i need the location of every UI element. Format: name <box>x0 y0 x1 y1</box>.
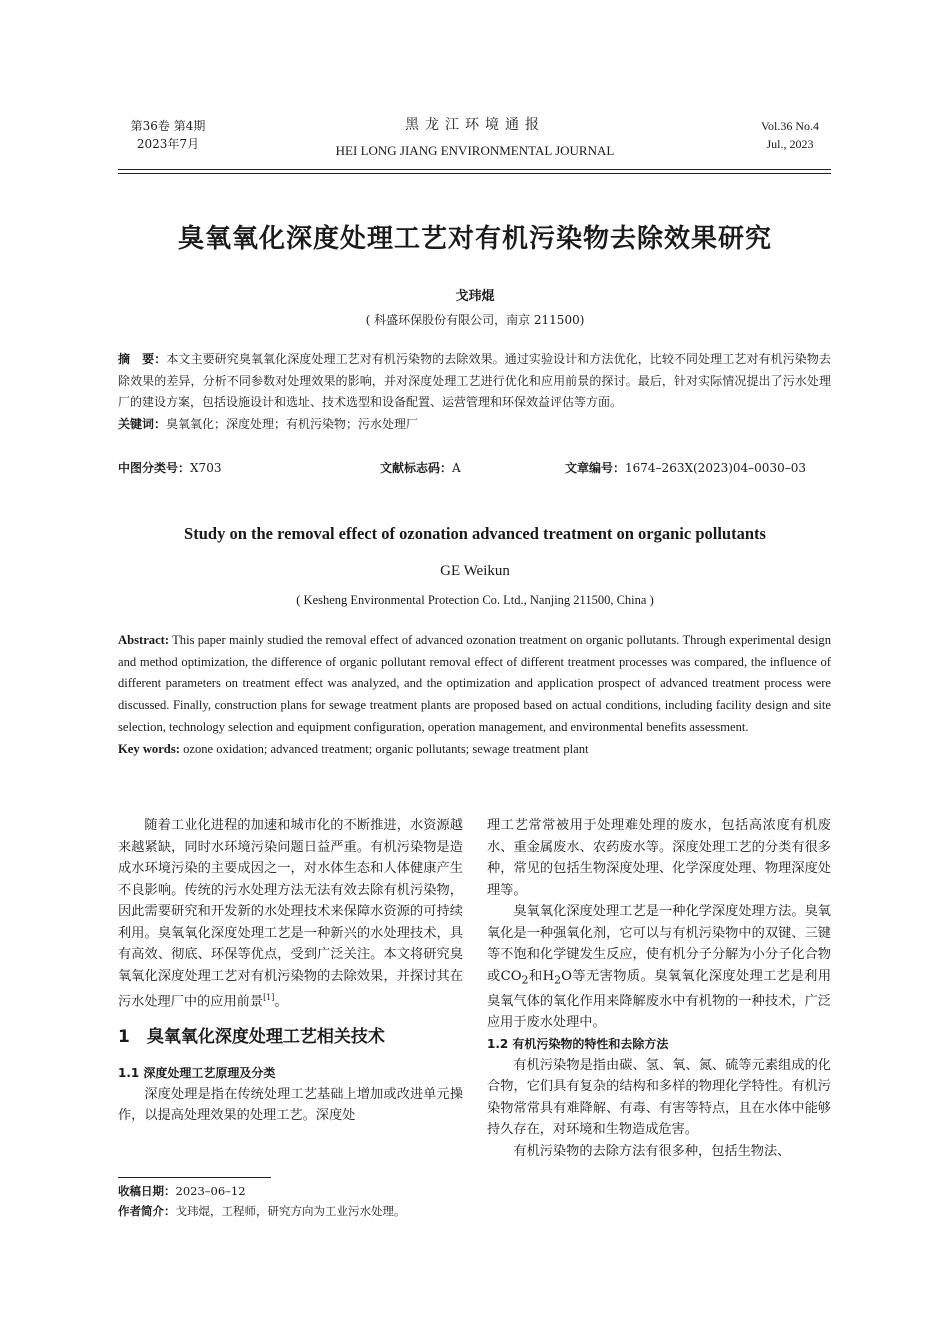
abstract-en <box>118 630 831 739</box>
article-value: 1674–263X(2023)04–0030–03 <box>625 461 806 475</box>
section-1-2-heading: 1.2 有机污染物的特性和去除方法 <box>487 1036 669 1051</box>
header-rule-thick <box>118 169 831 170</box>
affiliation-en: ( Kesheng Environmental Protection Co. Ltd., Nanjing 211500, China ) <box>296 593 654 607</box>
document-code <box>380 458 461 478</box>
h2o-subscript: 2 <box>554 973 562 987</box>
abstract-cn-block <box>118 349 831 435</box>
article-label: 文章编号： <box>565 461 626 475</box>
journal-name-cn: 黑龙江环境通报 <box>405 117 545 133</box>
keywords-cn-label: 关键词： <box>118 416 167 431</box>
paper-title-en: Study on the removal effect of ozonation advanced treatment on organic pollutants <box>184 524 766 543</box>
right-paragraph-1: 理工艺常常被用于处理难处理的废水，包括高浓度有机废水、重金属废水、农药废水等。深度处理工艺的分类有很多种，常见的包括生物深度处理、化学深度处理、物理深度处理等。 <box>487 818 831 898</box>
co2-subscript: 2 <box>521 973 529 987</box>
section-1-heading: 1 臭氧氧化深度处理工艺相关技术 <box>118 1026 385 1047</box>
paper-title-cn: 臭氧氧化深度处理工艺对有机污染物去除效果研究 <box>177 224 772 254</box>
footnote-rule <box>118 1177 271 1178</box>
author-bio-label: 作者简介： <box>118 1204 176 1218</box>
author-cn: 戈玮焜 <box>455 289 495 304</box>
right-paragraph-2 <box>487 901 831 1034</box>
abstract-cn-label: 摘 要： <box>118 352 167 366</box>
body-right-column <box>487 815 831 1162</box>
keywords-en-text: ozone oxidation; advanced treatment; organic pollutants; sewage treatment plant <box>179 741 589 756</box>
affiliation-cn: ( 科盛环保股份有限公司，南京 211500) <box>365 313 585 327</box>
article-number <box>565 458 806 478</box>
keywords-en-label: Key words: <box>118 741 180 756</box>
p2-text-b: 和H <box>528 968 555 984</box>
clc-label: 中图分类号： <box>118 461 191 475</box>
doc-value: A <box>452 461 461 475</box>
volume-issue-en: Vol.36 No.4 <box>760 119 820 133</box>
right-paragraph-3: 有机污染物是指由碳、氢、氧、氮、硫等元素组成的化合物，它们具有复杂的结构和多样的物理化学特性。有机污染物常常具有难降解、有毒、有害等特点，且在水体中能够持久存在，对环境和生物造成危害。 <box>487 1057 831 1138</box>
abstract-en-text: This paper mainly studied the removal effect of advanced ozonation treatment on organic pollutants. Through experimental design and method optimization, the difference of organic pollutant removal effect of different treatment processes was compared, the influence of different parameters on treatment effect was analyzed, and the optimization and application prospect of advanced treatment process were discussed. Finally, construction plans for sewage treatment plants are proposed based on actual conditions, including facility design and site selection, technology selection and equipment configuration, operation management, and environmental benefits assessment. <box>118 633 831 734</box>
received-label: 收稿日期： <box>118 1184 176 1198</box>
date-en: Jul., 2023 <box>766 137 814 151</box>
author-en: GE Weikun <box>440 563 510 579</box>
header-rule-thin <box>118 173 831 174</box>
received-date <box>118 1181 463 1201</box>
abstract-cn <box>118 349 831 414</box>
abstract-en-block <box>118 630 831 760</box>
keywords-cn <box>118 414 831 436</box>
author-bio-value: 戈玮焜，工程师，研究方向为工业污水处理。 <box>175 1204 406 1218</box>
intro-end: 。 <box>274 994 288 1010</box>
right-paragraph-4: 有机污染物的去除方法有很多种，包括生物法、 <box>513 1143 791 1159</box>
clc-code <box>118 458 221 478</box>
intro-text: 随着工业化进程的加速和城市化的不断推进，水资源越来越紧缺，同时水环境污染问题日益严重。有机污染物是造成水环境污染的主要成因之一，对水体生态和人体健康产生不良影响。传统的污水处理方法无法有效去除有机污染物，因此需要研究和开发新的水处理技术来保障水资源的可持续利用。臭氧氧化深度处理工艺是一种新兴的水处理技术，具有高效、彻底、环保等优点，受到广泛关注。本文将研究臭氧氧化深度处理工艺对有机污染物的去除效果，并探讨其在污水处理厂中的应用前景 <box>118 818 463 1010</box>
p2-text-a: 臭氧氧化深度处理工艺是一种化学深度处理方法。臭氧氧化是一种强氧化剂，它可以与有机污染物中的双键、三键等不饱和化学键发生反应，使有机分子分解为小分子化合物或CO <box>487 904 831 984</box>
section-1-1-heading: 1.1 深度处理工艺原理及分类 <box>118 1065 276 1080</box>
volume-issue-cn: 第36卷 第4期 <box>130 119 206 133</box>
section-1-1-text: 深度处理是指在传统处理工艺基础上增加或改进单元操作，以提高处理效果的处理工艺。深度处 <box>118 1086 463 1124</box>
header-volume-en <box>740 117 840 153</box>
date-cn: 2023年7月 <box>136 137 200 151</box>
doc-label: 文献标志码： <box>380 461 453 475</box>
intro-paragraph <box>118 815 463 1013</box>
keywords-cn-text: 臭氧氧化；深度处理；有机污染物；污水处理厂 <box>166 416 419 431</box>
author-bio <box>118 1201 463 1221</box>
received-value: 2023–06–12 <box>175 1184 246 1198</box>
footnote <box>118 1181 463 1221</box>
p2-text-c: O等无害物质。臭氧氧化深度处理工艺是利用臭氧气体的氧化作用来降解废水中有机物的一种技术，广泛应用于废水处理中。 <box>487 968 832 1031</box>
abstract-en-label: Abstract: <box>118 633 170 647</box>
journal-name-en: HEI LONG JIANG ENVIRONMENTAL JOURNAL <box>335 143 615 158</box>
header-volume-cn <box>118 117 218 153</box>
keywords-en <box>118 739 831 761</box>
body-left-column <box>118 815 463 1127</box>
citation-ref: [1] <box>263 993 275 1002</box>
header-journal <box>290 115 660 161</box>
abstract-cn-text: 本文主要研究臭氧氧化深度处理工艺对有机污染物的去除效果。通过实验设计和方法优化，比较不同处理工艺对有机污染物去除效果的差异，分析不同参数对处理效果的影响，并对深度处理工艺进行优化和应用前景的探讨。最后，针对实际情况提出了污水处理厂的建设方案，包括设施设计和选址、技术选型和设备配置、运营管理和环保效益评估等方面。 <box>118 352 831 409</box>
clc-value: X703 <box>190 461 222 475</box>
